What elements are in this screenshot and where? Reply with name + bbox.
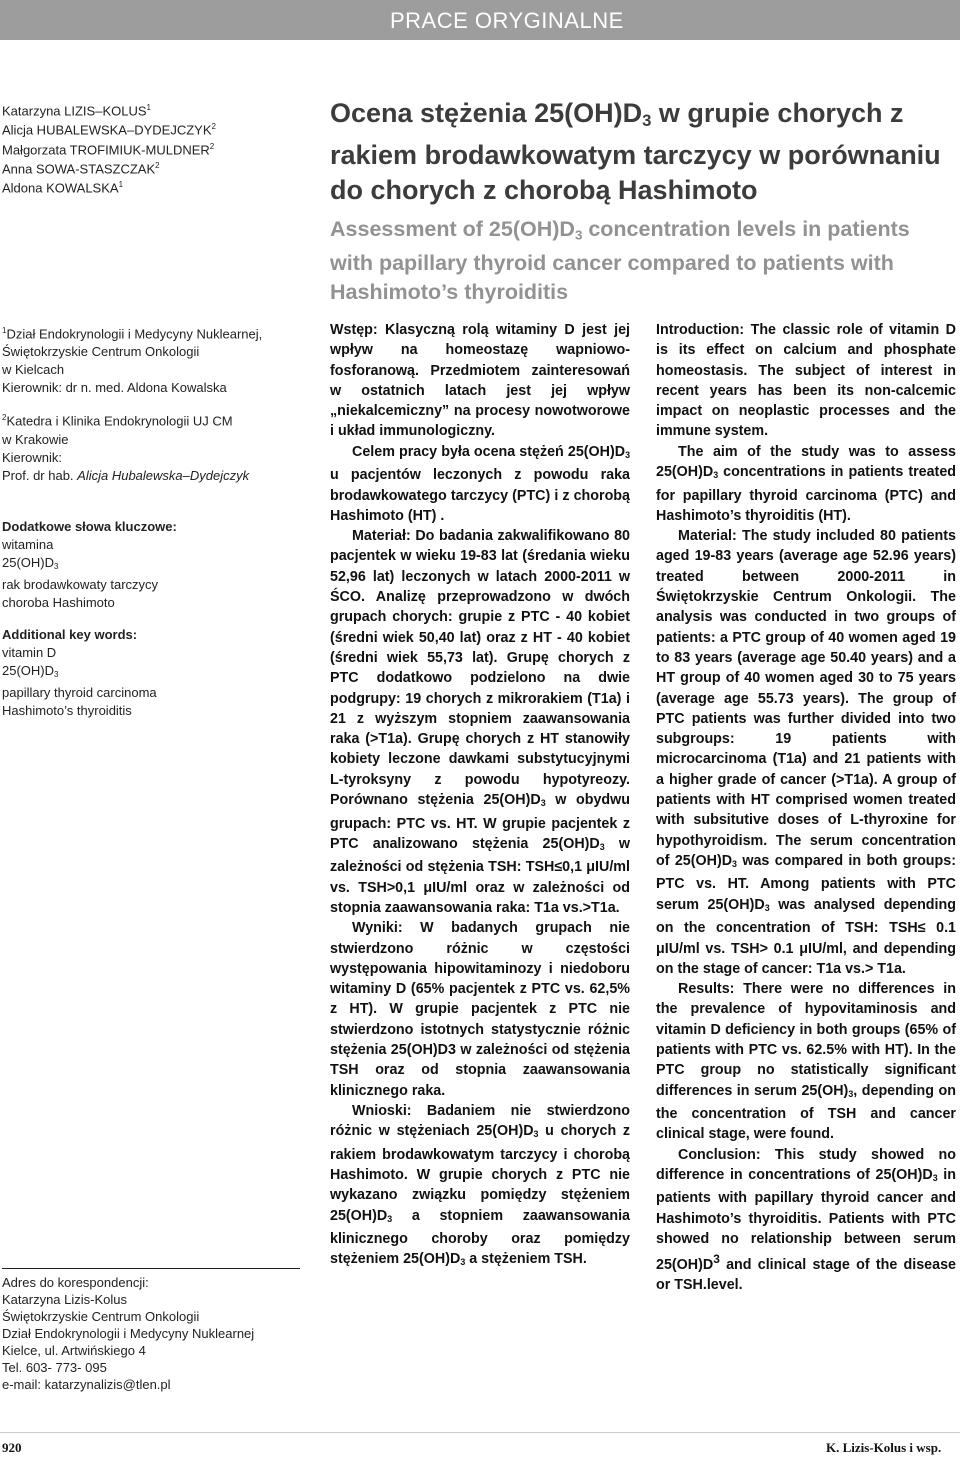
article-title-pl: Ocena stężenia $25(OH)D_3$ w grupie chorych z rakiem brodawkowatym tarczycy w porównaniu do chorych z chorobą Hashimoto (330, 98, 941, 206)
author: Katarzyna LIZIS–KOLUS$^1$ (2, 103, 151, 119)
article-title-en: Assessment of $25(OH)D_3$ concentration levels in patients with papillary thyroid cancer compared to patients with Hashimoto’s thyroiditis (330, 217, 910, 305)
author: Alicja HUBALEWSKA–DYDEJCZYK$^2$ (2, 122, 216, 138)
author-list (2, 100, 216, 197)
keywords-en-heading: Additional key words: (2, 627, 138, 642)
footer-divider (0, 1432, 960, 1433)
keywords: Dodatkowe słowa kluczowe: witamina $25(OH)D_3$ rak brodawkowaty tarczycy choroba Hashimoto Additional key words: vitamin D $25(OH)D_3$ papillary thyroid carcinoma Hashimoto’s thyroiditis (2, 518, 302, 720)
correspondence: Adres do korespondencji: Katarzyna Lizis-Kolus Świętokrzyskie Centrum Onkologii Dział Endokrynologii i Medycyny Nuklearnej Kielce, ul. Artwińskiego 4 Tel. 603- 773- 095 e-mail: katarzynalizis@tlen.pl (2, 1268, 300, 1393)
running-author: K. Lizis-Kolus i wsp. (826, 1440, 942, 1455)
section-banner (0, 0, 960, 40)
section-label: PRACE ORYGINALNE (390, 8, 624, 33)
affiliations: $^1$Dział Endokrynologii i Medycyny Nuklearnej, Świętokrzyskie Centrum Onkologii w Kielcach Kierownik: dr n. med. Aldona Kowalska $^2$Katedra i Klinika Endokrynologii UJ CM w Krakowie Kierownik: Prof. dr hab. Alicja Hubalewska–Dydejczyk (2, 326, 263, 483)
page-number: 920 (2, 1440, 22, 1455)
author: Małgorzata TROFIMIUK-MULDNER$^2$ (2, 141, 215, 157)
abstract-pl: Wstęp: Klasyczną rolą witaminy D jest jej wpływ na homeostazę wapniowo-fosforanową. Przedmiotem zainteresowań w ostatnich latach jest jej wpływ „niekalcemiczny” na procesy nowotworowe i układ immunologiczny. Celem pracy była ocena stężeń $25(OH)D_3$ u pacjentów leczonych z powodu raka brodawkowatego tarczycy (PTC) i z chorobą Hashimoto (HT) . Materiał: Do badania zakwalifikowano 80 pacjentek w wieku 19-83 lat (średania wieku 52,96 lat) leczonych w latach 2000-2011 w ŚCO. Analizę przeprowadzono w dwóch grupach chorych: grupie z PTC - 40 kobiet (średni wiek 50,40 lat) oraz z HT - 40 kobiet (średni wiek 55,73 lat). Grupę chorych z PTC dodatkowo podzielono na dwie podgrupy: 19 chorych z mikrorakiem (T1a) i 21 z wyższym stopniem zaawansowania raka (>T1a). Grupę chorych z HT stanowiły kobiety leczone dawkami substytucyjnymi L-tyroksyny z powodu hypotyreozy. Porównano stężenia $25(OH)D_3$ w obydwu grupach: PTC vs. HT. W grupie pacjentek z PTC analizowano stężenia $25(OH)D_3$ w zależności od stężenia TSH: TSH≤0,1 μIU/ml vs. TSH>0,1 μIU/ml oraz w zależności od stopnia zaawansowania raka: T1a vs.>T1a. Wyniki: W badanych grupach nie stwierdzono różnic w częstości występowania hipowitaminozy i niedoboru witaminy D (65% pacjentek z PTC vs. 62,5% z HT). W grupie pacjentek z PTC nie stwierdzono istotnych statystycznie różnic stężenia 25(OH)D3 w zależności od stężenia TSH oraz od stopnia zaawansowania klinicznego raka. Wnioski: Badaniem nie stwierdzono różnic w stężeniach $25(OH)D_3$ u chorych z rakiem brodawkowatym tarczycy i chorobą Hashimoto. W grupie chorych z PTC nie wykazano związku pomiędzy stężeniem $25(OH)D_3$ a stopniem zaawansowania klinicznego choroby oraz pomiędzy stężeniem $25(OH)D_3$ a stężeniem TSH. (330, 322, 631, 1268)
abstract-en: Introduction: The classic role of vitamin D is its effect on calcium and phosphate homeostasis. The subject of interest in recent years has been its non-calcemic impact on neoplastic processes and the immune system. The aim of the study was to assess $25(OH)D_3$ concentrations in patients treated for papillary thyroid carcinoma (PTC) and Hashimoto’s thyroiditis (HT). Material: The study included 80 patients aged 19-83 years (average age 52.96 years) treated between 2000-2011 in Świętokrzyskie Centrum Onkologii. The analysis was conducted in two groups of patients: a PTC group of 40 women aged 19 to 83 years (average age 50.40 years) and a HT group of 40 women aged 30 to 75 years (average age 55.73 years). The group of PTC patients was further divided into two subgroups: 19 patients with microcarcinoma (T1a) and 21 patients with a higher grade of cancer (>T1a). A group of patients with HT comprised women treated with subsitutive doses of L-thyroxine for hypothyroidism. The serum concentration of $25(OH)D_3$ was compared in both groups: PTC vs. HT. Among patients with PTC serum $25(OH)D_3$ was analysed depending on the concentration of TSH: TSH≤ 0.1 μIU/ml vs. TSH> 0.1 μIU/ml, and depending on the stage of cancer: T1a vs.> T1a. Results: There were no differences in the prevalence of hypovitaminosis and vitamin D deficiency in both groups (65% of patients with PTC vs. 62.5% with HT). In the PTC group no statistically significant differences in serum $25(OH)_3$, depending on the concentration of TSH and cancer clinical stage, were found. Conclusion: This study showed no difference in concentrations of $25(OH)D_3$ in patients with papillary thyroid cancer and Hashimoto’s thyroiditis. Patients with PTC showed no relationship between serum $25(OH)D^3$ and clinical stage of the disease or TSH.level. (656, 322, 957, 1294)
author: Aldona KOWALSKA$^1$ (2, 180, 124, 196)
keywords-pl-heading: Dodatkowe słowa kluczowe: (2, 519, 177, 534)
author: Anna SOWA-STASZCZAK$^2$ (2, 160, 160, 177)
